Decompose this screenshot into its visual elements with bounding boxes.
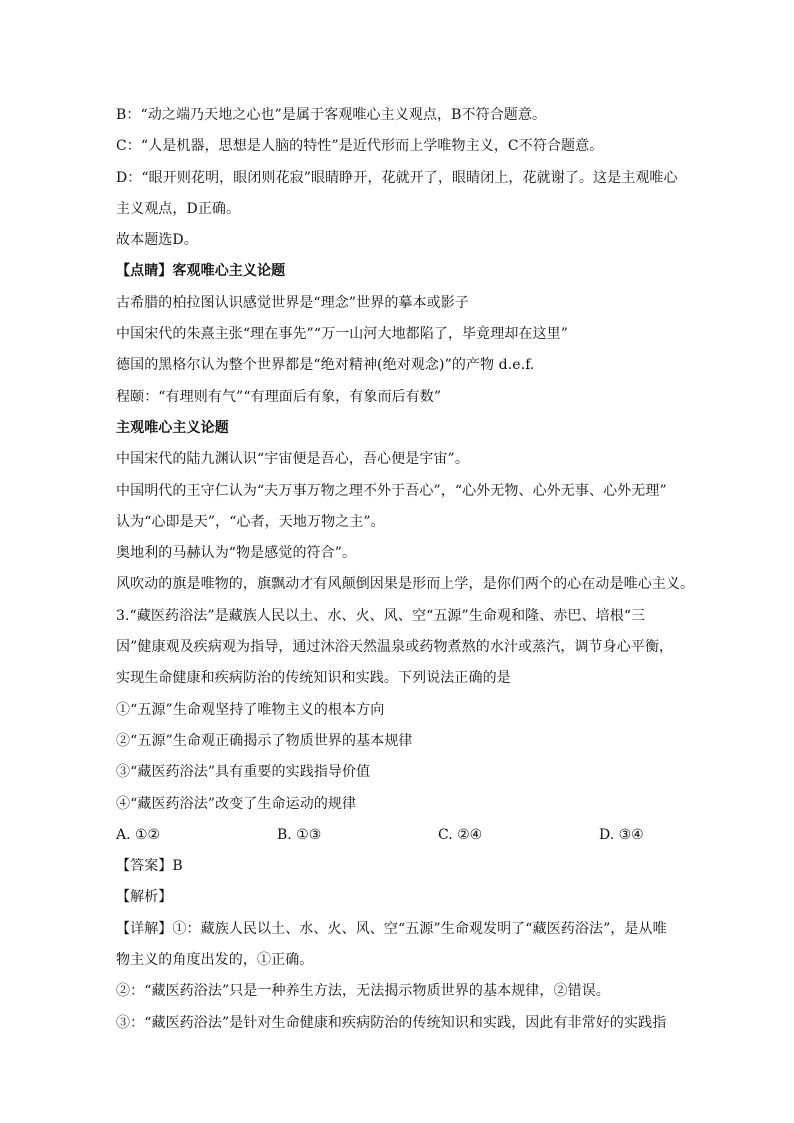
text-line: ②：“藏医药浴法”只是一种养生方法，无法揭示物质世界的基本规律，②错误。 [116,983,610,1000]
text-line: 3.“藏医药浴法”是藏族人民以土、水、火、风、空“五源”生命观和隆、赤巴、培根“三 [116,607,646,624]
text-line: 认为“心即是天”，“心者，天地万物之主”。 [116,513,385,530]
text-line: ③：“藏医药浴法”是针对生命健康和疾病防治的传统知识和实践，因此有非常好的实践指 [116,1014,667,1031]
answer-options [116,820,686,851]
text-line: 中国宋代的陆九渊认识“宇宙便是吾心，吾心便是宇宙”。 [116,451,469,468]
section-heading: 主观唯心主义论题 [116,419,229,436]
text-line: ③“藏医药浴法”具有重要的实践指导价值 [116,764,371,781]
text-line: ②“五源”生命观正确揭示了物质世界的基本规律 [116,732,413,749]
section-heading: 【点睛】客观唯心主义论题 [116,263,286,280]
text-line: 故本题选D。 [116,232,198,249]
text-line: D：“眼开则花明，眼闭则花寂”眼睛睁开，花就开了，眼睛闭上，花就谢了。这是主观唯心 [116,169,678,186]
text-line: 奥地利的马赫认为“物是感觉的符合”。 [116,545,357,562]
option-a: A. ①② [116,826,161,843]
text-line: 【答案】B [116,858,183,875]
text-line: 因”健康观及疾病观为指导，通过沐浴天然温泉或药物煮熬的水汁或蒸汽，调节身心平衡， [116,639,674,656]
text-line: 实现生命健康和疾病防治的传统知识和实践。下列说法正确的是 [116,670,511,687]
text-line: 风吹动的旗是唯物的，旗飘动才有风颠倒因果是形而上学，是你们两个的心在动是唯心主义。 [116,576,695,593]
text-line: 德国的黑格尔认为整个世界都是“绝对精神(绝对观念)”的产物 d.e.f. [116,357,535,374]
document-page [116,100,695,1039]
text-line: 【详解】①：藏族人民以土、水、火、风、空“五源”生命观发明了“藏医药浴法”，是从唯 [116,920,667,937]
text-line: 主义观点，D正确。 [116,200,241,217]
text-line: 物主义的角度出发的，①正确。 [116,952,314,969]
text-block-bottom [116,851,686,1039]
option-c: C. ②④ [438,826,483,843]
text-line: 古希腊的柏拉图认识感觉世界是“理念”世界的摹本或影子 [116,294,469,311]
text-line: 【解析】 [116,889,173,906]
text-block-top [116,100,695,820]
text-line: ①“五源”生命观坚持了唯物主义的根本方向 [116,701,385,718]
text-line: B：“动之端乃天地之心也”是属于客观唯心主义观点，B不符合题意。 [116,107,547,123]
text-line: C：“人是机器，思想是人脑的特性”是近代形而上学唯物主义，C不符合题意。 [116,138,604,155]
text-line: 中国明代的王守仁认为“夫万事万物之理不外于吾心”，“心外无物、心外无事、心外无理” [116,482,667,499]
text-line: 程颐：“有理则有气”“有理面后有象，有象而后有数” [116,388,442,405]
option-b: B. ①③ [277,826,322,843]
text-line: 中国宋代的朱熹主张“理在事先”“万一山河大地都陷了，毕竟理却在这里” [116,326,569,343]
text-line: ④“藏医药浴法”改变了生命运动的规律 [116,795,357,812]
option-d: D. ③④ [599,826,644,843]
